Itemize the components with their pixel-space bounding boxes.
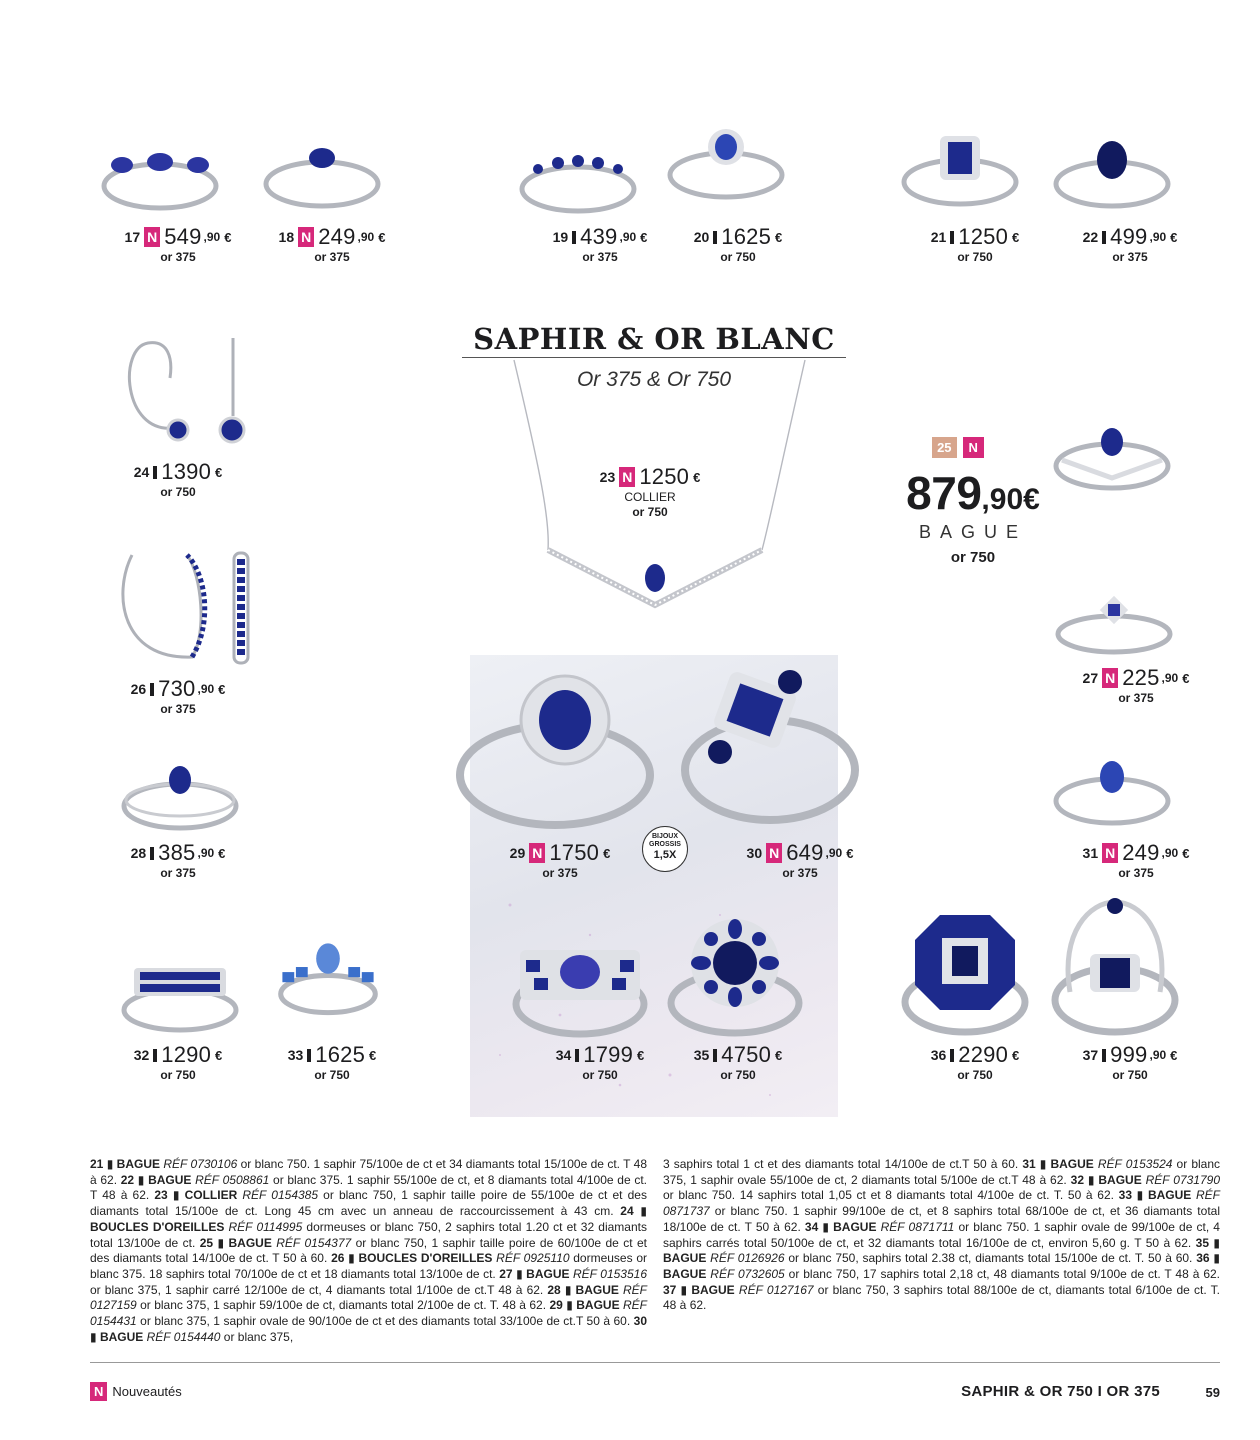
product-number: 22 bbox=[1082, 229, 1099, 245]
separator-bar bbox=[575, 1049, 579, 1062]
desc-heading: 28 ▮ BAGUE bbox=[547, 1282, 623, 1297]
price: 1625 bbox=[721, 224, 772, 249]
desc-ref: RÉF 0154385 bbox=[242, 1188, 319, 1203]
ring-29-image[interactable] bbox=[455, 665, 655, 835]
price-tag-28[interactable] bbox=[108, 842, 248, 879]
metal: or 375 bbox=[582, 250, 618, 264]
price-tag-27[interactable] bbox=[1066, 667, 1206, 704]
product-number: 35 bbox=[693, 1047, 710, 1063]
currency: € bbox=[1170, 1047, 1178, 1063]
currency: € bbox=[1182, 670, 1190, 686]
product-type: COLLIER bbox=[624, 490, 676, 504]
desc-text: or blanc 375, 1 saphir carré 12/100e de ct, 4 diamants total 1/100e de ct.T 48 à 62. bbox=[90, 1282, 548, 1297]
price-tag-19[interactable] bbox=[530, 226, 670, 263]
product-number: 18 bbox=[278, 229, 295, 245]
desc-text: or blanc 750. 14 saphirs total 1,05 ct et 8 diamants total 4/100e de ct. T. 50 à 62. bbox=[663, 1188, 1119, 1203]
metal: or 375 bbox=[1118, 866, 1154, 880]
price-tag-32[interactable] bbox=[108, 1044, 248, 1081]
page-number: 59 bbox=[1205, 1385, 1220, 1400]
product-number: 33 bbox=[287, 1047, 304, 1063]
desc-ref: RÉF 0871711 bbox=[880, 1219, 955, 1234]
desc-text: or blanc 750, saphirs total 2.38 ct, diamants total 15/100e de ct. T. 50 à 60. bbox=[784, 1251, 1197, 1266]
metal: or 750 bbox=[582, 1068, 618, 1082]
metal: or 750 bbox=[632, 505, 668, 519]
featured-type: BAGUE bbox=[918, 522, 1028, 542]
metal: or 375 bbox=[1118, 691, 1154, 705]
product-number: 34 bbox=[555, 1047, 572, 1063]
ring-34-image[interactable] bbox=[510, 930, 650, 1040]
desc-text: dormeuses or blanc 750, 2 saphirs total 1.20 ct et 32 diamants total 13/100e de ct. bbox=[90, 1219, 647, 1250]
ring-22-image[interactable] bbox=[1052, 138, 1172, 214]
desc-text: or blanc 375. 1 saphir 55/100e de ct, et 8 diamants total 4/100e de ct. T 48 à 62. bbox=[90, 1172, 647, 1203]
desc-ref: RÉF 0153524 bbox=[1097, 1157, 1173, 1171]
product-number: 19 bbox=[552, 229, 569, 245]
metal: or 375 bbox=[1112, 250, 1148, 264]
product-number: 26 bbox=[130, 681, 147, 697]
desc-ref: RÉF 0114995 bbox=[228, 1219, 303, 1234]
desc-ref: RÉF 0730106 bbox=[163, 1157, 238, 1171]
price-cents: ,90 bbox=[197, 846, 215, 860]
legend-label: Nouveautés bbox=[112, 1384, 182, 1399]
separator-bar bbox=[950, 231, 954, 244]
price-tag-36[interactable] bbox=[905, 1044, 1045, 1081]
separator-bar bbox=[153, 1049, 157, 1062]
desc-heading: 34 ▮ BAGUE bbox=[804, 1219, 881, 1234]
new-badge: N bbox=[298, 227, 314, 247]
product-number: 31 bbox=[1082, 845, 1099, 861]
legend bbox=[90, 1382, 182, 1401]
new-badge: N bbox=[1102, 843, 1118, 863]
descriptions-right-column bbox=[663, 1157, 1220, 1314]
price-tag-30[interactable] bbox=[730, 842, 870, 879]
metal: or 375 bbox=[160, 250, 196, 264]
price-tag-18[interactable] bbox=[262, 226, 402, 263]
new-badge: N bbox=[963, 437, 984, 458]
separator-bar bbox=[307, 1049, 311, 1062]
price: 1625 bbox=[315, 1042, 366, 1067]
separator-bar bbox=[713, 231, 717, 244]
product-number: 21 bbox=[930, 229, 947, 245]
desc-ref: RÉF 0126926 bbox=[710, 1251, 785, 1266]
price-tag-21[interactable] bbox=[905, 226, 1045, 263]
price-tag-33[interactable] bbox=[262, 1044, 402, 1081]
ring-17-image[interactable] bbox=[100, 140, 220, 216]
price: 1750 bbox=[549, 840, 600, 865]
price-cents: ,90 bbox=[825, 846, 843, 860]
desc-heading: 37 ▮ BAGUE bbox=[663, 1282, 739, 1297]
currency: € bbox=[1012, 1047, 1020, 1063]
desc-heading: 29 ▮ BAGUE bbox=[549, 1298, 624, 1313]
product-number: 36 bbox=[930, 1047, 947, 1063]
price-cents: ,90 bbox=[1161, 846, 1179, 860]
featured-currency: € bbox=[1023, 483, 1040, 516]
ring-25-image[interactable] bbox=[1052, 420, 1172, 496]
metal: or 750 bbox=[160, 485, 196, 499]
desc-heading: 35 ▮ BAGUE bbox=[663, 1235, 1220, 1266]
price-tag-24[interactable] bbox=[108, 461, 248, 498]
currency: € bbox=[1170, 229, 1178, 245]
product-number: 37 bbox=[1082, 1047, 1099, 1063]
price: 225 bbox=[1122, 665, 1160, 690]
currency: € bbox=[693, 469, 701, 485]
earrings-26-image[interactable] bbox=[112, 545, 272, 665]
price: 249 bbox=[1122, 840, 1160, 865]
desc-ref: RÉF 0732605 bbox=[710, 1266, 785, 1281]
currency: € bbox=[218, 681, 226, 697]
legend-new-badge: N bbox=[90, 1382, 107, 1401]
product-number: 27 bbox=[1082, 670, 1099, 686]
new-badge: N bbox=[619, 467, 635, 487]
ring-30-image[interactable] bbox=[680, 660, 860, 830]
price-tag-20[interactable] bbox=[668, 226, 808, 263]
price: 1250 bbox=[958, 224, 1009, 249]
desc-ref: RÉF 0731790 bbox=[1145, 1172, 1221, 1187]
desc-text: or blanc 750. 1 saphir 75/100e de ct et 34 diamants total 15/100e de ct. T 48 à 62. bbox=[90, 1157, 647, 1187]
desc-text: or blanc 750, 17 saphirs total 2,18 ct, 48 diamants total 9/100e de ct. T 48 à 62. bbox=[784, 1266, 1221, 1281]
page-title: SAPHIR & OR BLANC bbox=[473, 322, 835, 356]
product-number: 24 bbox=[133, 464, 150, 480]
new-badge: N bbox=[529, 843, 545, 863]
separator-bar bbox=[153, 466, 157, 479]
desc-text: or blanc 750. 1 saphir 99/100e de ct, et 8 saphirs total 68/100e de ct, et 36 diamants total 18/100e de ct. T 50 à 62. bbox=[663, 1204, 1220, 1234]
desc-ref: RÉF 0508861 bbox=[195, 1172, 270, 1187]
ring-18-image[interactable] bbox=[262, 138, 382, 214]
product-number: 28 bbox=[130, 845, 147, 861]
metal: or 375 bbox=[160, 866, 196, 880]
currency: € bbox=[1012, 229, 1020, 245]
desc-text: 3 saphirs total 1 ct et des diamants total 14/100e de ct.T 50 à 60. bbox=[663, 1157, 1023, 1171]
desc-text: or blanc 750, 1 saphir taille poire de 60/100e de ct et des diamants total 14/100e de ct. T 50 à 60. bbox=[90, 1235, 647, 1266]
price-cents: ,90 bbox=[1161, 671, 1179, 685]
product-number: 20 bbox=[693, 229, 710, 245]
new-badge: N bbox=[1102, 668, 1118, 688]
price: 499 bbox=[1110, 224, 1148, 249]
separator-bar bbox=[572, 231, 576, 244]
footer-section: SAPHIR & OR 750 I OR 375 bbox=[961, 1383, 1160, 1400]
currency: € bbox=[775, 229, 783, 245]
desc-heading: 24 ▮ BOUCLES D'OREILLES bbox=[90, 1204, 647, 1234]
price: 4750 bbox=[721, 1042, 772, 1067]
metal: or 750 bbox=[1112, 1068, 1148, 1082]
desc-heading: 21 ▮ BAGUE bbox=[90, 1157, 164, 1171]
separator-bar bbox=[1102, 231, 1106, 244]
new-badge: N bbox=[766, 843, 782, 863]
desc-ref: RÉF 0127159 bbox=[90, 1282, 647, 1313]
metal: or 375 bbox=[542, 866, 578, 880]
metal: or 375 bbox=[314, 250, 350, 264]
currency: € bbox=[215, 1047, 223, 1063]
desc-heading: 22 ▮ BAGUE bbox=[120, 1172, 196, 1187]
currency: € bbox=[1182, 845, 1190, 861]
separator-bar bbox=[950, 1049, 954, 1062]
price: 730 bbox=[158, 676, 196, 701]
price-cents: ,90 bbox=[203, 230, 221, 244]
desc-heading: 26 ▮ BOUCLES D'OREILLES bbox=[331, 1251, 497, 1266]
ring-32-image[interactable] bbox=[120, 958, 240, 1034]
price: 385 bbox=[158, 840, 196, 865]
desc-ref: RÉF 0154431 bbox=[90, 1298, 648, 1329]
price: 1250 bbox=[639, 464, 690, 489]
featured-price: 879 bbox=[906, 467, 982, 519]
ring-28-image[interactable] bbox=[120, 760, 240, 836]
desc-heading: 33 ▮ BAGUE bbox=[1118, 1188, 1196, 1203]
ring-20-image[interactable] bbox=[666, 125, 786, 201]
currency: € bbox=[846, 845, 854, 861]
metal: or 375 bbox=[160, 702, 196, 716]
currency: € bbox=[637, 1047, 645, 1063]
price-cents: ,90 bbox=[1149, 1048, 1167, 1062]
price-tag-26[interactable] bbox=[108, 678, 248, 715]
zoom-badge: BIJOUX GROSSIS 1,5X bbox=[642, 826, 688, 872]
price-cents: ,90 bbox=[1149, 230, 1167, 244]
separator-bar bbox=[150, 847, 154, 860]
desc-ref: RÉF 0925110 bbox=[496, 1251, 570, 1266]
currency: € bbox=[378, 229, 386, 245]
price-tag-23[interactable] bbox=[580, 466, 720, 518]
product-number: 23 bbox=[599, 469, 616, 485]
price: 1799 bbox=[583, 1042, 634, 1067]
price-cents: ,90 bbox=[197, 682, 215, 696]
desc-text: dormeuses or blanc 375. 18 saphirs total 70/100e de ct et 18 diamants total 13/100e de ct. bbox=[90, 1251, 647, 1281]
ring-27-image[interactable] bbox=[1054, 590, 1174, 666]
price: 439 bbox=[580, 224, 618, 249]
currency: € bbox=[640, 229, 648, 245]
desc-heading: 32 ▮ BAGUE bbox=[1070, 1172, 1146, 1187]
ring-33-image[interactable] bbox=[268, 940, 388, 1016]
price: 549 bbox=[164, 224, 202, 249]
ring-19-image[interactable] bbox=[518, 145, 638, 221]
featured-metal: or 750 bbox=[950, 549, 996, 566]
metal: or 750 bbox=[314, 1068, 350, 1082]
featured-number-badge: 25 bbox=[932, 437, 956, 458]
currency: € bbox=[369, 1047, 377, 1063]
price: 249 bbox=[318, 224, 356, 249]
footer-divider bbox=[90, 1362, 1220, 1363]
product-number: 30 bbox=[746, 845, 763, 861]
desc-text: or blanc 375, 1 saphir ovale de 90/100e de ct et des diamants total 33/100e de ct.T 50 à 60. bbox=[136, 1314, 634, 1329]
product-number: 17 bbox=[124, 229, 141, 245]
metal: or 750 bbox=[957, 250, 993, 264]
desc-heading: 27 ▮ BAGUE bbox=[499, 1266, 573, 1281]
desc-text: or blanc 375, bbox=[220, 1329, 294, 1344]
desc-text: or blanc 375, 1 saphir 59/100e de ct, diamants total 2/100e de ct. T. 48 à 62. bbox=[136, 1298, 550, 1313]
price-tag-31[interactable] bbox=[1066, 842, 1206, 879]
price-cents: ,90 bbox=[357, 230, 375, 244]
separator-bar bbox=[1102, 1049, 1106, 1062]
product-number: 32 bbox=[133, 1047, 150, 1063]
desc-text: or blanc 750, 1 saphir taille poire de 55/100e de ct et des diamants total 15/100e de ct. Long 45 cm avec un anneau de raccourcissement à 43 cm. bbox=[90, 1188, 647, 1219]
desc-text: or blanc 375, 1 saphir ovale 55/100e de ct, 2 diamants total 5/100e de ct.T 48 à 62. bbox=[663, 1157, 1221, 1187]
price-tag-34[interactable] bbox=[530, 1044, 670, 1081]
desc-ref: RÉF 0154440 bbox=[146, 1329, 221, 1344]
price: 1290 bbox=[161, 1042, 212, 1067]
desc-ref: RÉF 0154377 bbox=[276, 1235, 352, 1250]
currency: € bbox=[218, 845, 226, 861]
desc-text: or blanc 750, 3 saphirs total 88/100e de ct, diamants total 6/100e de ct. T. 48 à 62. bbox=[663, 1282, 1220, 1313]
desc-heading: 23 ▮ COLLIER bbox=[154, 1188, 243, 1203]
metal: or 750 bbox=[720, 250, 756, 264]
metal: or 375 bbox=[782, 866, 818, 880]
metal: or 750 bbox=[957, 1068, 993, 1082]
price-tag-35[interactable] bbox=[668, 1044, 808, 1081]
price-tag-29[interactable] bbox=[490, 842, 630, 879]
featured-product-25[interactable] bbox=[898, 437, 1048, 566]
ring-36-image[interactable] bbox=[900, 910, 1030, 1040]
currency: € bbox=[775, 1047, 783, 1063]
price: 1390 bbox=[161, 459, 212, 484]
desc-heading: 31 ▮ BAGUE bbox=[1022, 1157, 1098, 1171]
ring-21-image[interactable] bbox=[900, 132, 1020, 208]
page-subtitle: Or 375 & Or 750 bbox=[576, 368, 732, 391]
price-cents: ,90 bbox=[619, 230, 637, 244]
earrings-24-image[interactable] bbox=[118, 338, 258, 448]
featured-cents: ,90 bbox=[981, 483, 1024, 516]
metal: or 750 bbox=[720, 1068, 756, 1082]
currency: € bbox=[224, 229, 232, 245]
price: 999 bbox=[1110, 1042, 1148, 1067]
ring-31-image[interactable] bbox=[1052, 755, 1172, 831]
price: 649 bbox=[786, 840, 824, 865]
price-tag-37[interactable] bbox=[1060, 1044, 1200, 1081]
ring-35-image[interactable] bbox=[665, 915, 805, 1040]
currency: € bbox=[215, 464, 223, 480]
price: 2290 bbox=[958, 1042, 1009, 1067]
new-badge: N bbox=[144, 227, 160, 247]
desc-heading: 30 ▮ BAGUE bbox=[90, 1314, 647, 1344]
currency: € bbox=[603, 845, 611, 861]
separator-bar bbox=[150, 683, 154, 696]
ring-37-image[interactable] bbox=[1050, 892, 1180, 1040]
price-tag-22[interactable] bbox=[1060, 226, 1200, 263]
desc-ref: RÉF 0871737 bbox=[663, 1188, 1220, 1219]
product-number: 29 bbox=[509, 845, 526, 861]
metal: or 750 bbox=[160, 1068, 196, 1082]
price-tag-17[interactable] bbox=[108, 226, 248, 263]
desc-heading: 25 ▮ BAGUE bbox=[199, 1235, 277, 1250]
descriptions-left-column bbox=[90, 1157, 647, 1345]
desc-ref: RÉF 0153516 bbox=[573, 1266, 647, 1281]
separator-bar bbox=[713, 1049, 717, 1062]
desc-heading: 36 ▮ BAGUE bbox=[663, 1251, 1220, 1281]
desc-ref: RÉF 0127167 bbox=[738, 1282, 814, 1297]
desc-text: or blanc 750. 1 saphir ovale de 99/100e de ct, 4 saphirs carrés total 50/100e de ct, et 32 diamants total 16/100e de ct, environ 5,60 g. T 50 à 62. bbox=[663, 1219, 1220, 1250]
